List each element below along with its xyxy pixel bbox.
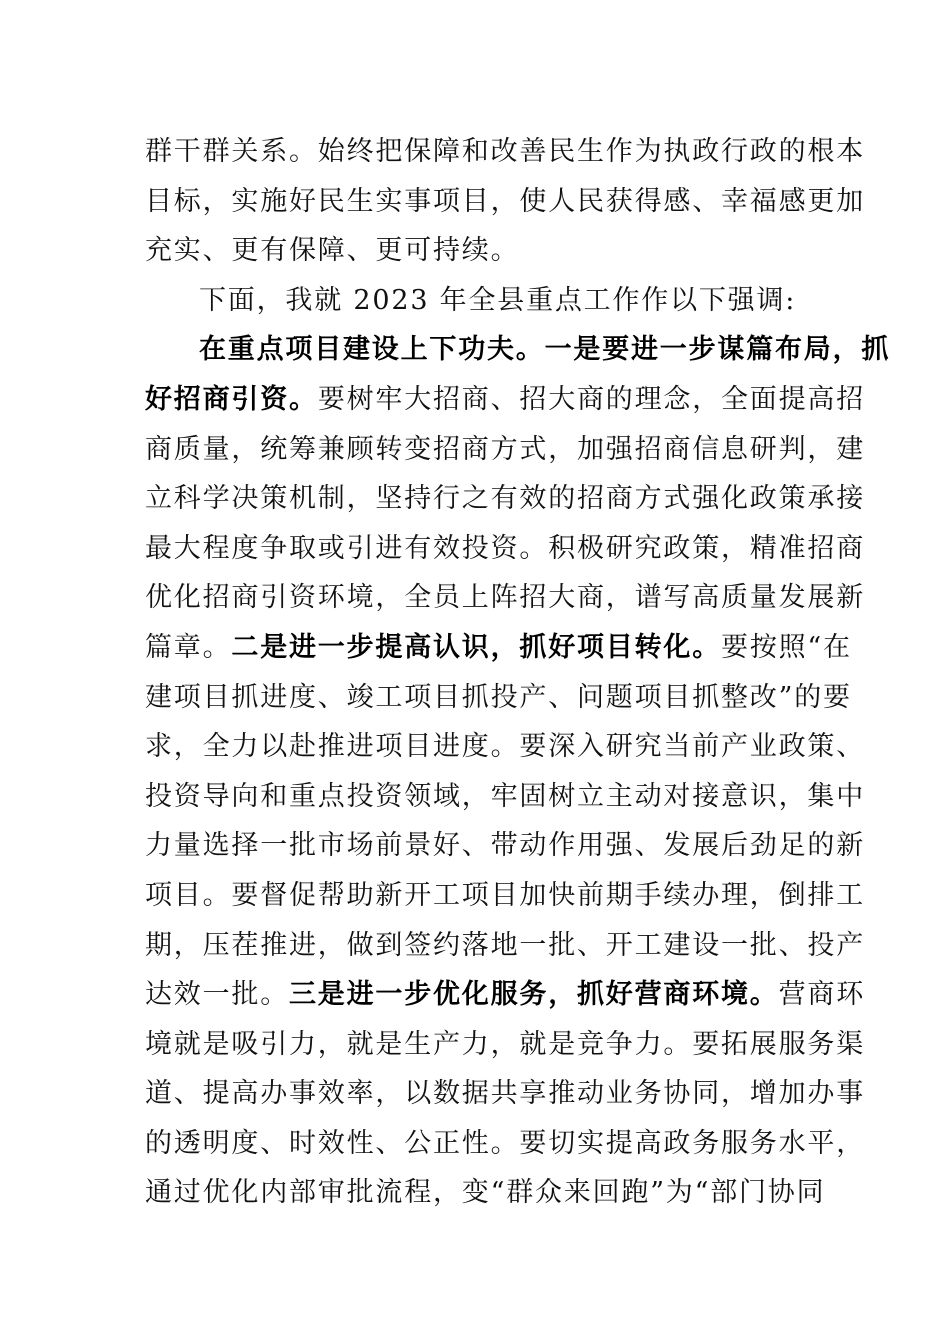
text-line (145, 177, 865, 227)
bold-heading-run: 好招商引资。 (145, 383, 318, 415)
text-line (145, 127, 865, 177)
text-run: 道、提高办事效率，以数据共享推动业务协同，增加办事 (145, 1078, 865, 1110)
text-line (145, 1119, 865, 1169)
text-run: 商质量，统筹兼顾转变招商方式，加强招商信息研判，建 (145, 433, 865, 465)
text-line (145, 673, 852, 723)
text-line (145, 425, 865, 475)
paragraph-1 (145, 127, 865, 276)
text-line (145, 276, 813, 326)
text-run: 投资导向和重点投资领域，牢固树立主动对接意识，集中 (145, 780, 865, 812)
text-line (145, 921, 865, 971)
text-run: 要树牢大招商、招大商的理念，全面提高招 (317, 383, 866, 415)
bold-heading-run: 三是进一步优化服务，抓好营商环境。 (289, 979, 779, 1011)
text-run: 的透明度、时效性、公正性。要切实提高政务服务水平， (145, 1127, 865, 1159)
text-line (145, 1020, 865, 1070)
document-body (145, 127, 891, 1218)
text-line (145, 1168, 826, 1218)
text-line (145, 474, 865, 524)
text-run: 目标，实施好民生实事项目，使人民获得感、幸福感更加 (145, 185, 865, 217)
text-run: 境就是吸引力，就是生产力，就是竞争力。要拓展服务渠 (145, 1028, 865, 1060)
text-line (145, 226, 813, 276)
text-line (145, 722, 865, 772)
text-run: 达效一批。 (145, 979, 289, 1011)
paragraph-2 (145, 276, 813, 326)
text-run: 求，全力以赴推进项目进度。要深入研究当前产业政策、 (145, 731, 865, 763)
paragraph-3 (145, 325, 891, 1218)
bold-heading-run: 二是进一步提高认识，抓好项目转化。 (231, 631, 722, 663)
text-run: 期，压茬推进，做到签约落地一批、开工建设一批、投产 (145, 929, 865, 961)
text-run: 通过优化内部审批流程，变“群众来回跑”为“部门协同 (145, 1177, 826, 1209)
text-run: 群干群关系。始终把保障和改善民生作为执政行政的根本 (145, 136, 865, 167)
text-run: 建项目抓进度、竣工项目抓投产、问题项目抓整改”的要 (145, 681, 852, 713)
text-line (145, 772, 865, 822)
text-run: 要按照“在 (721, 631, 852, 663)
text-run: 下面，我就 2023 年全县重点工作作以下强调: (199, 284, 797, 316)
text-line (145, 375, 866, 425)
text-line (145, 524, 865, 574)
text-line (145, 325, 891, 375)
text-run: 力量选择一批市场前景好、带动作用强、发展后劲足的新 (145, 830, 865, 862)
text-run: 营商环 (778, 979, 866, 1011)
text-run: 立科学决策机制，坚持行之有效的招商方式强化政策承接 (145, 483, 865, 515)
text-line (145, 970, 866, 1020)
bold-heading-run: 在重点项目建设上下功夫。一是要进一步谋篇布局，抓 (199, 334, 891, 366)
text-run: 项目。要督促帮助新开工项目加快前期手续办理，倒排工 (145, 879, 865, 911)
text-line (145, 1069, 865, 1119)
text-run: 篇章。 (145, 631, 232, 663)
text-run: 优化招商引资环境，全员上阵招大商，谱写高质量发展新 (145, 582, 865, 614)
text-line (145, 623, 852, 673)
text-run: 充实、更有保障、更可持续。 (145, 235, 520, 267)
text-run: 最大程度争取或引进有效投资。积极研究政策，精准招商 (145, 532, 865, 564)
text-line (145, 871, 865, 921)
text-line (145, 573, 865, 623)
text-line (145, 821, 865, 871)
